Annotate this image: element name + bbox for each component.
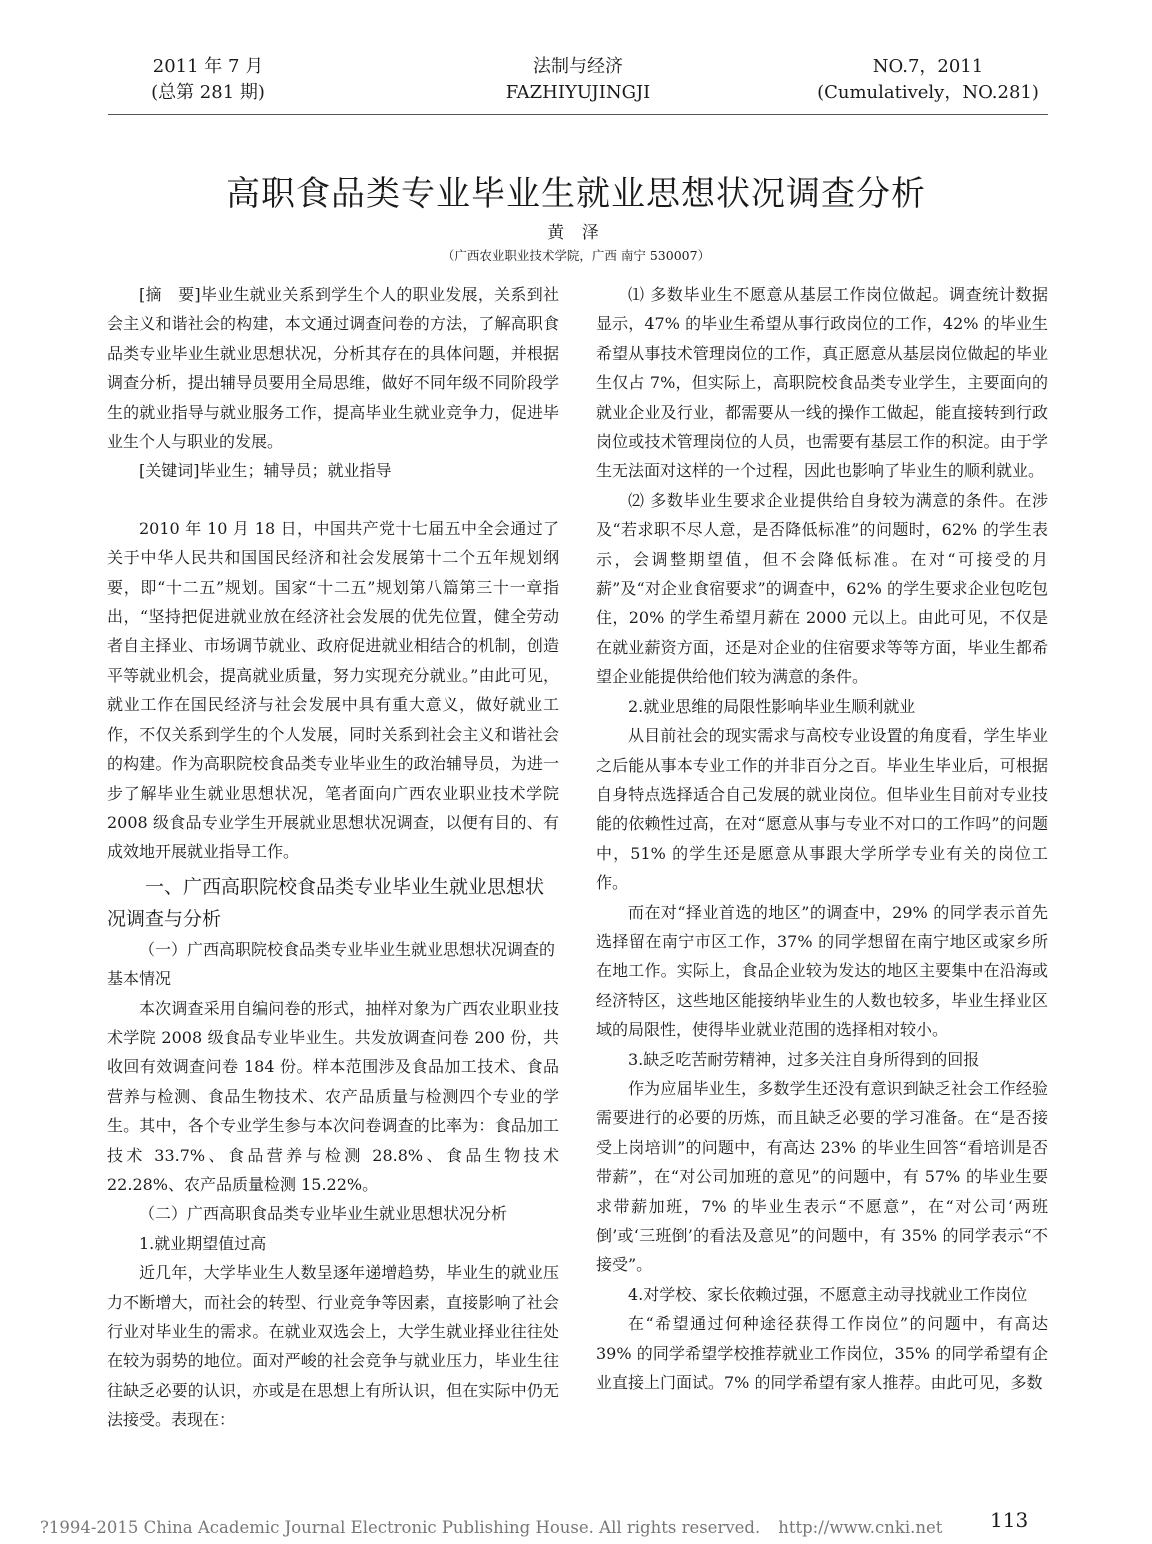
left-column: [107, 280, 559, 1470]
header-number: [808, 54, 1048, 106]
body-paragraph: 而在对“择业首选的地区”的调查中，29% 的同学表示首先选择留在南宁市区工作，37% 的同学想留在南宁地区或家乡所在地工作。实际上，食品企业较为发达的地区主要集中在沿海或经济特区，这些地区能接纳毕业生的人数也较多，毕业生择业区域的局限性，使得毕业就业范围的选择相对较小。: [596, 902, 1048, 1040]
footer-url[interactable]: http://www.cnki.net: [778, 1518, 943, 1537]
copyright-footer: [40, 1518, 1040, 1537]
right-column: [596, 280, 1048, 1470]
body-paragraph: 作为应届毕业生，多数学生还没有意识到缺乏社会工作经验需要进行的必要的历炼，而且缺乏必要的学习准备。在“是否接受上岗培训”的问题中，有高达 23% 的毕业生回答“看培训是否带薪”，在“对公司加班的意见”的问题中，有 57% 的毕业生要求带薪加班，7% 的毕业生表示“不愿意”，在“对公司‘两班倒’或‘三班倒’的看法及意见”的问题中，有 35% 的同学表示“不接受”。: [596, 1078, 1048, 1275]
subsection-heading: （二）广西高职食品类专业毕业生就业思想状况分析: [139, 1204, 508, 1224]
page-number: 113: [990, 1508, 1029, 1532]
journal-name-cn: 法制与经济: [533, 56, 623, 77]
body-paragraph: 近几年，大学毕业生人数呈逐年递增趋势，毕业生的就业压力不断增大，而社会的转型、行业竞争等因素，直接影响了社会行业对毕业生的需求。在就业双选会上，大学生就业择业往往处在较为弱势的地位。面对严峻的社会竞争与就业压力，毕业生往往缺乏必要的认识，亦或是在思想上有所认识，但在实际中仍无法接受。表现在：: [107, 1263, 559, 1430]
point-heading: 4.对学校、家长依赖过强，不愿意主动寻找就业工作岗位: [628, 1284, 1028, 1304]
body-paragraph: 在“希望通过何种途径获得工作岗位”的问题中，有高达 39% 的同学希望学校推荐就业工作岗位，35% 的同学希望有企业直接上门面试。7% 的同学希望有家人推荐。由此可见，多数: [596, 1314, 1048, 1393]
point-heading: 2.就业思维的局限性影响毕业生顺利就业: [628, 696, 916, 716]
header-number-line: NO.7，2011: [872, 56, 984, 77]
header-issue-line: (总第 281 期): [151, 82, 265, 103]
header-cumulative-line: (Cumulatively，NO.281): [817, 82, 1039, 103]
point-heading: 1.就业期望值过高: [139, 1233, 267, 1253]
running-header: [108, 54, 1048, 114]
article-affiliation: （广西农业职业技术学院，广西 南宁 530007）: [441, 248, 711, 263]
article-author: 黄 泽: [547, 223, 605, 243]
section-heading: 一、广西高职院校食品类专业毕业生就业思想状况调查与分析: [107, 875, 545, 930]
subsection-heading: （一）广西高职院校食品类专业毕业生就业思想状况调查的基本情况: [107, 939, 556, 989]
body-paragraph: ⑴ 多数毕业生不愿意从基层工作岗位做起。调查统计数据显示，47% 的毕业生希望从事行政岗位的工作，42% 的毕业生希望从事技术管理岗位的工作，真正愿意从基层岗位做起的毕业生仅占 7%，但实际上，高职院校食品类专业学生，主要面向的就业企业及行业，都需要从一线的操作工做起，能直接转到行政岗位或技术管理岗位的人员，也需要有基层工作的积淀。由于学生无法面对这样的一个过程，因此也影响了毕业生的顺利就业。: [596, 285, 1048, 481]
abstract: [摘 要]毕业生就业关系到学生个人的职业发展，关系到社会主义和谐社会的构建，本文通过调查问卷的方法，了解高职食品类专业毕业生就业思想状况，分析其存在的具体问题，并根据调查分析，提出辅导员要用全局思维，做好不同年级不同阶段学生的就业指导与就业服务工作，提高毕业生就业竞争力，促进毕业生个人与职业的发展。: [107, 285, 559, 452]
body-paragraph: 本次调查采用自编问卷的形式，抽样对象为广西农业职业技术学院 2008 级食品专业毕业生。共发放调查问卷 200 份，共收回有效调查问卷 184 份。样本范围涉及食品加工技术、食品营养与检测、食品生物技术、农产品质量与检测四个专业的学生。其中，各个专业学生参与本次问卷调查的比率为：食品加工技术 33.7%、食品营养与检测 28.8%、食品生物技术 22.28%、农产品质量检测 15.22%。: [107, 998, 559, 1194]
header-date-line: 2011 年 7 月: [152, 56, 264, 77]
point-heading: 3.缺乏吃苦耐劳精神，过多关注自身所得到的回报: [628, 1049, 980, 1069]
article-title: 高职食品类专业毕业生就业思想状况调查分析: [226, 174, 926, 214]
body-paragraph: 从目前社会的现实需求与高校专业设置的角度看，学生毕业之后能从事本专业工作的并非百分之百。毕业生毕业后，可根据自身特点选择适合自己发展的就业岗位。但毕业生目前对专业技能的依赖性过高，在对“愿意从事与专业不对口的工作吗”的问题中，51% 的学生还是愿意从事跟大学所学专业有关的岗位工作。: [596, 726, 1048, 893]
header-date: [138, 54, 278, 106]
journal-name-pinyin: FAZHIYUJINGJI: [505, 82, 651, 103]
copyright-text: ?1994-2015 China Academic Journal Electronic Publishing House. All rights reserved.: [40, 1518, 761, 1537]
section-gap: [107, 486, 559, 514]
header-divider: [108, 114, 1048, 115]
keywords: [关键词]毕业生；辅导员；就业指导: [139, 461, 392, 481]
header-journal: [478, 54, 678, 106]
intro-paragraph: 2010 年 10 月 18 日，中国共产党十七届五中全会通过了关于中华人民共和国国民经济和社会发展第十二个五年规划纲要，即“十二五”规划。国家“十二五”规划第八篇第三十一章指出，“坚持把促进就业放在经济社会发展的优先位置，健全劳动者自主择业、市场调节就业、政府促进就业相结合的机制，创造平等就业机会，提高就业质量，努力实现充分就业。”由此可见，就业工作在国民经济与社会发展中具有重大意义，做好就业工作，不仅关系到学生的个人发展，同时关系到社会主义和谐社会的构建。作为高职院校食品类专业毕业生的政治辅导员，为进一步了解毕业生就业思想状况，笔者面向广西农业职业技术学院 2008 级食品专业学生开展就业思想状况调查，以便有目的、有成效地开展就业指导工作。: [107, 518, 559, 862]
body-paragraph: ⑵ 多数毕业生要求企业提供给自身较为满意的条件。在涉及“若求职不尽人意，是否降低标准”的问题时，62% 的学生表示，会调整期望值，但不会降低标准。在对“可接受的月薪”及“对企业食宿要求”的调查中，62% 的学生要求企业包吃包住，20% 的学生希望月薪在 2000 元以上。由此可见，不仅是在就业薪资方面，还是对企业的住宿要求等等方面，毕业生都希望企业能提供给他们较为满意的条件。: [596, 490, 1048, 687]
